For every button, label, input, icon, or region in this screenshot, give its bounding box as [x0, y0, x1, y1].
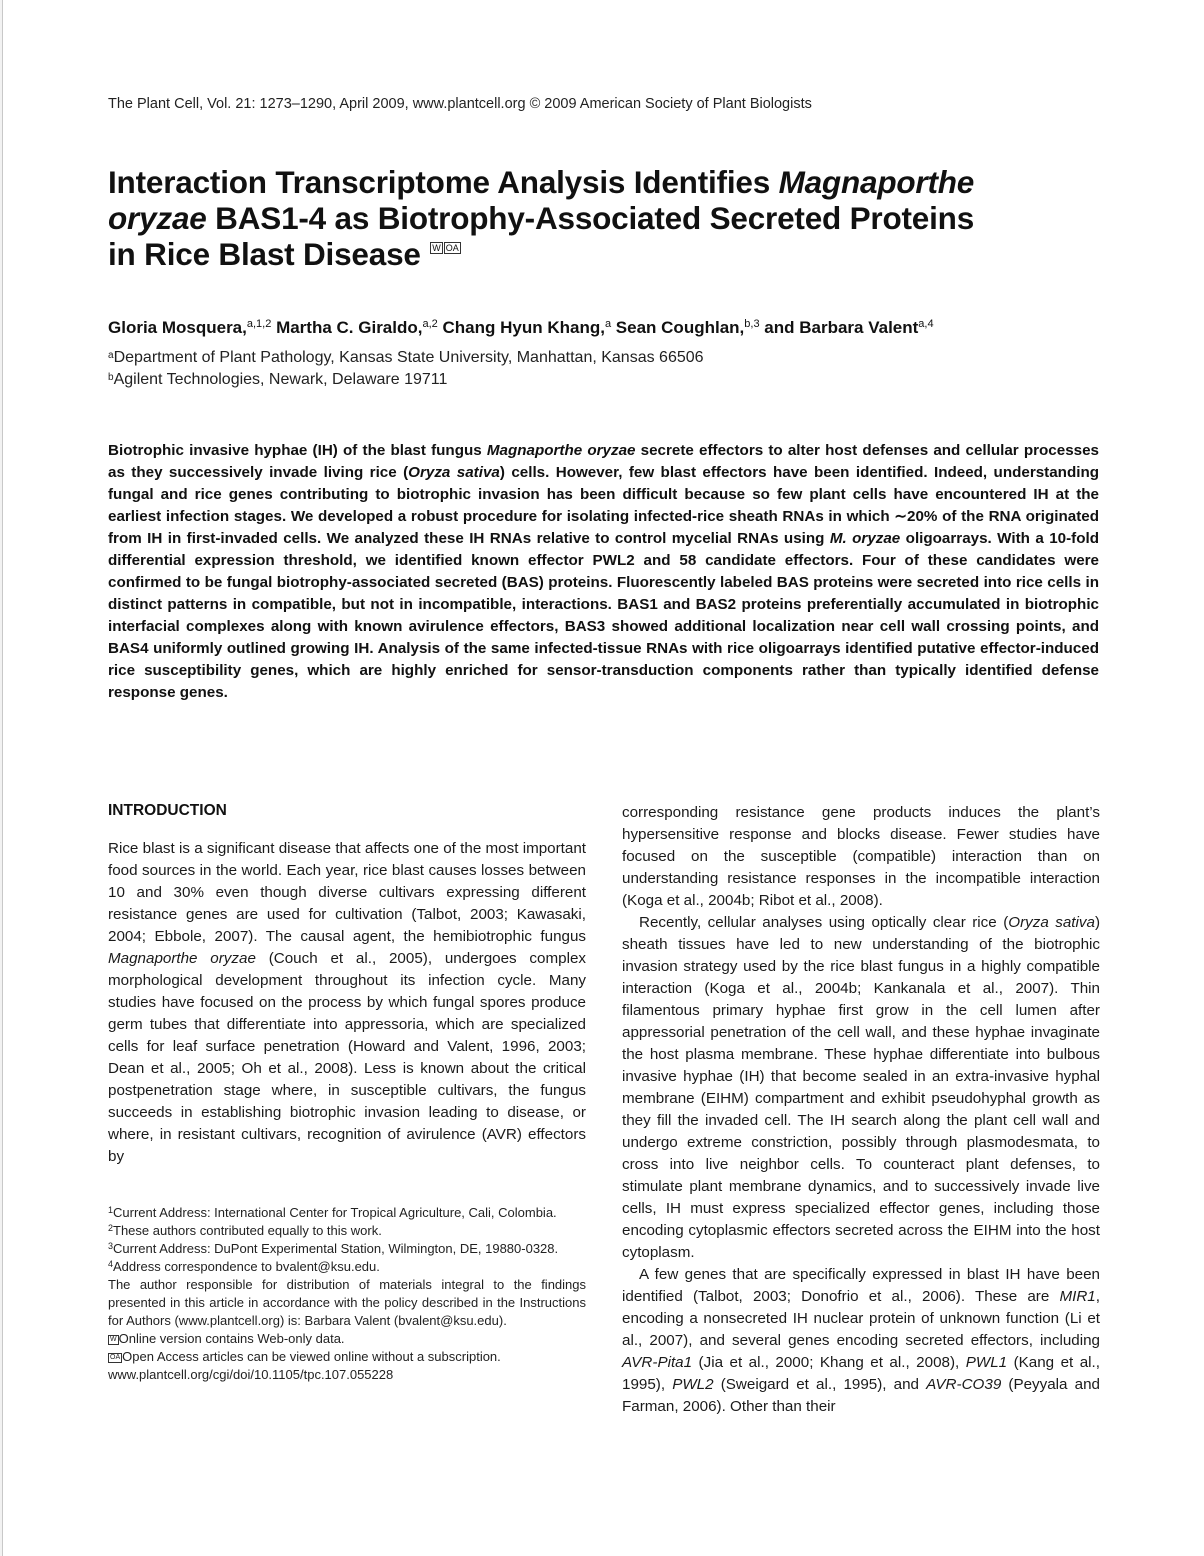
- open-access-badge-small: OA: [110, 1354, 121, 1361]
- footnote-3: $^3$Current Address: DuPont Experimental Station, Wilmington, DE, 19880-0328.: [108, 1241, 559, 1256]
- footnotes: [108, 1204, 586, 1384]
- intro-paragraph: Rice blast is a significant disease that affects one of the most important food sources in the world. Each year, rice blast causes losses between 10 and 30% even though diverse cultivars expressing different resistance genes are used for cultivation (Talbot, 2003; Kawasaki, 2004; Ebbole, 2007). The causal agent, the hemibiotrophic fungus Magnaporthe oryzae (Couch et al., 2005), undergoes complex morphological development throughout its infection cycle. Many studies have focused on the process by which fungal spores produce germ tubes that differentiate into appressoria, which are specialized cells for leaf surface penetration (Howard and Valent, 1996, 2003; Dean et al., 2005; Oh et al., 2008). Less is known about the critical postpenetration stage where, in susceptible cultivars, the fungus succeeds in establishing biotrophic invasion leading to disease, or where, in resistant cultivars, recognition of avirulence (AVR) effectors by: [108, 840, 586, 1165]
- footnote-2: $^2$These authors contributed equally to this work.: [108, 1223, 382, 1238]
- doi-link[interactable]: www.plantcell.org/cgi/doi/10.1105/tpc.107.055228: [108, 1367, 394, 1382]
- right-paragraph-1: corresponding resistance gene products induces the plant’s hypersensitive response and blocks disease. Fewer studies have focused on the susceptible (compatible) interaction than on understanding resistance responses in the incompatible interaction (Koga et al., 2004b; Ribot et al., 2008).: [622, 804, 1100, 909]
- web-only-badge-small: W: [110, 1336, 117, 1343]
- web-only-note: W Online version contains Web-only data.: [110, 1331, 345, 1346]
- journal-citation: The Plant Cell, Vol. 21: 1273–1290, April 2009, www.plantcell.org © 2009 American Society of Plant Biologists: [108, 96, 812, 112]
- footnote-4: $^4$Address correspondence to bvalent@ksu.edu.: [108, 1259, 380, 1274]
- right-paragraph-3: A few genes that are specifically expressed in blast IH have been identified (Talbot, 2003; Donofrio et al., 2006). These are MIR1, encoding a nonsecreted IH nuclear protein of unknown function (Li et al., 2007), and several genes encoding secreted effectors, including AVR-Pita1 (Jia et al., 2000; Khang et al., 2008), PWL1 (Kang et al., 1995), PWL2 (Sweigard et al., 1995), and AVR-CO39 (Peyyala and Farman, 2006). Other than their: [622, 1266, 1100, 1415]
- distribution-policy: The author responsible for distribution of materials integral to the findings presented in this article in accordance with the policy described in the Instructions for Authors (www.plantcell.org) is: Barbara Valent (bvalent@ksu.edu).: [108, 1277, 586, 1328]
- open-access-badge: OA: [445, 243, 459, 253]
- author-list: Gloria Mosquera,$^{a,1,2}$ Martha C. Giraldo,$^{a,2}$ Chang Hyun Khang,$^a$ Sean Coughlan,$^{b,3}$ and Barbara Valent$^{a,4}$: [108, 318, 934, 337]
- open-access-note: OA Open Access articles can be viewed online without a subscription.: [110, 1349, 501, 1364]
- left-column-text: [108, 838, 586, 1168]
- abstract: Biotrophic invasive hyphae (IH) of the blast fungus Magnaporthe oryzae secrete effectors to alter host defenses and cellular processes as they successively invade living rice (Oryza sativa) cells. However, few blast effectors have been identified. Indeed, understanding fungal and rice genes contributing to biotrophic invasion has been difficult because so few plant cells have encountered IH at the earliest infection stages. We developed a robust procedure for isolating infected-rice sheath RNAs in which ∼20% of the RNA originated from IH in first-invaded cells. We analyzed these IH RNAs relative to control mycelial RNAs using M. oryzae oligoarrays. With a 10-fold differential expression threshold, we identified known effector PWL2 and 58 candidate effectors. Four of these candidates were confirmed to be fungal biotrophy-associated secreted (BAS) proteins. Fluorescently labeled BAS proteins were secreted into rice cells in distinct patterns in compatible, but not in incompatible, interactions. BAS1 and BAS2 proteins preferentially accumulated in biotrophic interfacial complexes along with known avirulence effectors, BAS3 showed additional localization near cell wall crossing points, and BAS4 uniformly outlined growing IH. Analysis of the same infected-tissue RNAs with rice oligoarrays identified putative effector-induced rice susceptibility genes, which are highly enriched for sensor-transduction components rather than typically identified defense response genes.: [108, 442, 1100, 701]
- right-paragraph-2: Recently, cellular analyses using optically clear rice (Oryza sativa) sheath tissues have led to new understanding of the biotrophic invasion strategy used by the rice blast fungus in a highly compatible interaction (Koga et al., 2004b; Kankanala et al., 2007). Thin filamentous primary hyphae first grow in the cell lumen after appressorial penetration of the cell wall, and these hyphae invaginate the host plasma membrane. These hyphae differentiate into bulbous invasive hyphae (IH) that become sealed in an extra-invasive hyphal membrane (EIHM) compartment and exhibit pseudohyphal growth as they fill the invaded cell. The IH search along the plant cell wall and undergo extreme constriction, possibly through plasmodesmata, to cross into live neighbor cells. To counteract plant defenses, to stimulate plant membrane dynamics, and to successively invade live cells, IH must express specialized effector genes, including those encoding cytoplasmic effectors secreted across the EIHM into the host cytoplasm.: [622, 914, 1100, 1261]
- introduction-heading: INTRODUCTION: [108, 802, 227, 819]
- affiliation-a: $^a$Department of Plant Pathology, Kansas State University, Manhattan, Kansas 66506: [108, 349, 704, 366]
- web-only-badge: W: [432, 243, 441, 253]
- article-title: Interaction Transcriptome Analysis Identifies Magnaporthe oryzae BAS1-4 as Biotrophy-Associated Secreted Proteins in Rice Blast Disease W OA: [108, 164, 975, 272]
- affiliation-b: $^b$Agilent Technologies, Newark, Delaware 19711: [108, 371, 448, 388]
- footnote-1: $^1$Current Address: International Center for Tropical Agriculture, Cali, Colombia.: [108, 1205, 557, 1220]
- right-column-text: [622, 802, 1100, 1418]
